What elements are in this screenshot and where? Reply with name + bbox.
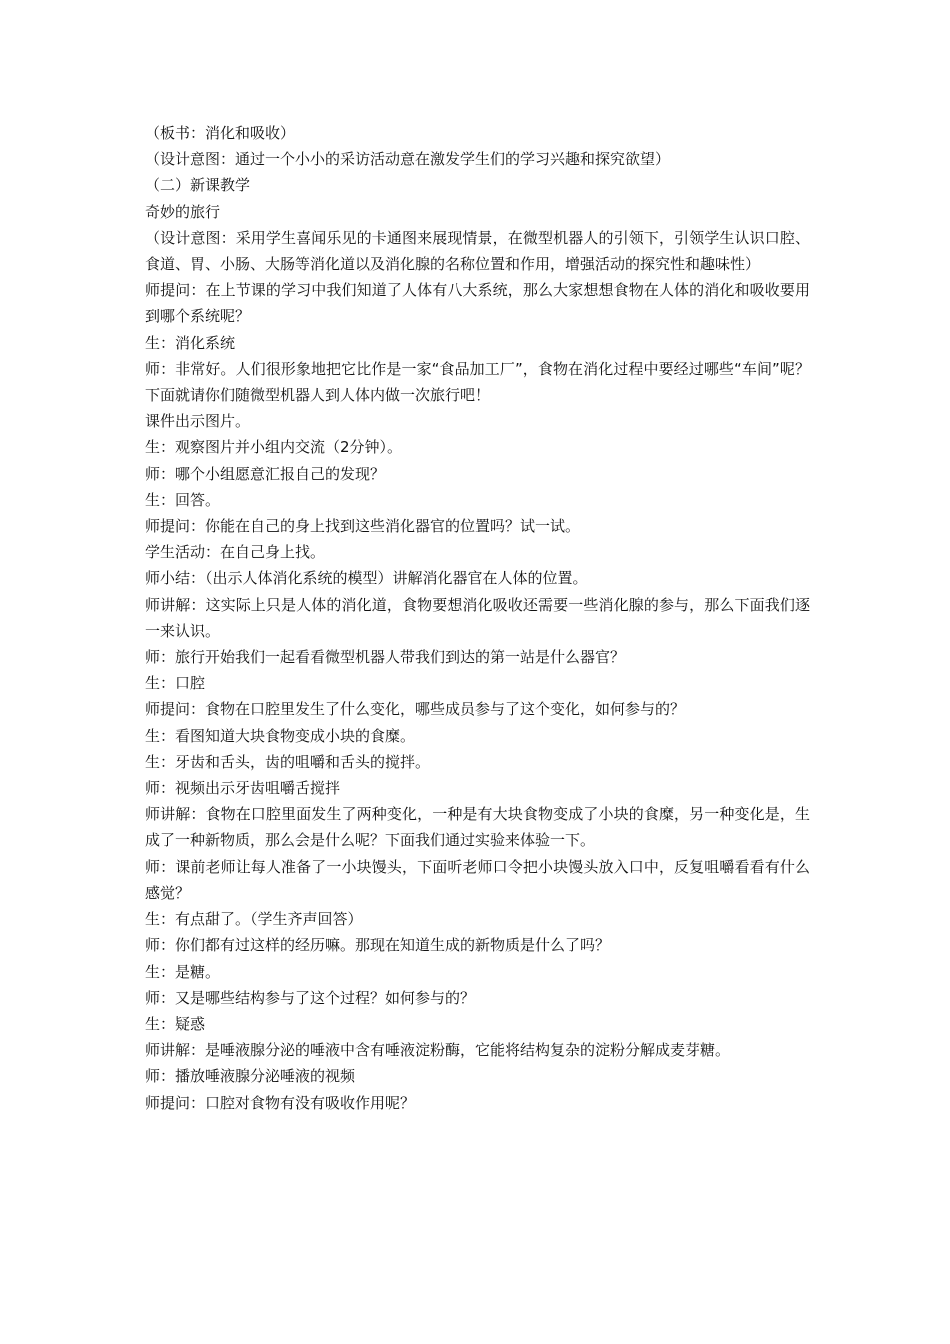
paragraph: 师：哪个小组愿意汇报自己的发现？	[145, 464, 386, 483]
paragraph: （二）新课教学	[145, 176, 251, 195]
paragraph: 课件出示图片。	[145, 412, 251, 431]
paragraph: 奇妙的旅行	[145, 202, 221, 221]
paragraph: 生：是糖。	[145, 962, 221, 981]
paragraph: 师：非常好。人们很形象地把它比作是一家“食品加工厂”，食物在消化过程中要经过哪些“车间”呢？下面就请你们随微型机器人到人体内做一次旅行吧！	[145, 359, 810, 405]
paragraph: （设计意图：采用学生喜闻乐见的卡通图来展现情景，在微型机器人的引领下，引领学生认识口腔、食道、胃、小肠、大肠等消化道以及消化腺的名称位置和作用，增强活动的探究性和趣味性）	[145, 228, 810, 274]
paragraph: 生：消化系统	[145, 333, 236, 352]
paragraph: 学生活动：在自己身上找。	[145, 543, 326, 562]
paragraph: （设计意图：通过一个小小的采访活动意在激发学生们的学习兴趣和探究欲望）	[145, 150, 671, 169]
paragraph: 生：牙齿和舌头，齿的咀嚼和舌头的搅拌。	[145, 752, 431, 771]
paragraph: 师：播放唾液腺分泌唾液的视频	[145, 1067, 356, 1086]
paragraph: 师提问：在上节课的学习中我们知道了人体有八大系统，那么大家想想食物在人体的消化和吸收要用到哪个系统呢？	[145, 281, 810, 326]
paragraph: 生：疑惑	[145, 1014, 206, 1033]
paragraph: 生：观察图片并小组内交流（2分钟）。	[145, 438, 403, 457]
paragraph: 师提问：口腔对食物有没有吸收作用呢？	[145, 1093, 416, 1112]
paragraph: 生：口腔	[145, 674, 206, 693]
paragraph: 生：回答。	[145, 490, 221, 509]
paragraph: （板书：消化和吸收）	[145, 124, 296, 142]
paragraph: 师提问：食物在口腔里发生了什么变化，哪些成员参与了这个变化，如何参与的？	[145, 700, 686, 719]
paragraph: 师讲解：食物在口腔里面发生了两种变化，一种是有大块食物变成了小块的食糜，另一种变化是，生成了一种新物质，那么会是什么呢？下面我们通过实验来体验一下。	[145, 805, 810, 850]
paragraph: 生：看图知道大块食物变成小块的食糜。	[145, 726, 416, 745]
paragraph: 师：你们都有过这样的经历嘛。那现在知道生成的新物质是什么了吗？	[145, 936, 611, 955]
paragraph: 师提问：你能在自己的身上找到这些消化器官的位置吗？试一试。	[145, 517, 581, 536]
paragraph: 师讲解：这实际上只是人体的消化道，食物要想消化吸收还需要一些消化腺的参与，那么下面我们逐一来认识。	[145, 595, 810, 640]
paragraph: 生：有点甜了。（学生齐声回答）	[145, 910, 363, 929]
paragraph: 师小结：（出示人体消化系统的模型）讲解消化器官在人体的位置。	[145, 569, 588, 588]
document-page	[145, 120, 810, 1116]
paragraph: 师讲解：是唾液腺分泌的唾液中含有唾液淀粉酶，它能将结构复杂的淀粉分解成麦芽糖。	[145, 1041, 731, 1060]
paragraph: 师：视频出示牙齿咀嚼舌搅拌	[145, 779, 341, 798]
paragraph: 师：旅行开始我们一起看看微型机器人带我们到达的第一站是什么器官？	[145, 648, 626, 667]
paragraph: 师：又是哪些结构参与了这个过程？如何参与的？	[145, 988, 476, 1007]
paragraph: 师：课前老师让每人准备了一小块馒头，下面听老师口令把小块馒头放入口中，反复咀嚼看看有什么感觉？	[145, 857, 810, 902]
